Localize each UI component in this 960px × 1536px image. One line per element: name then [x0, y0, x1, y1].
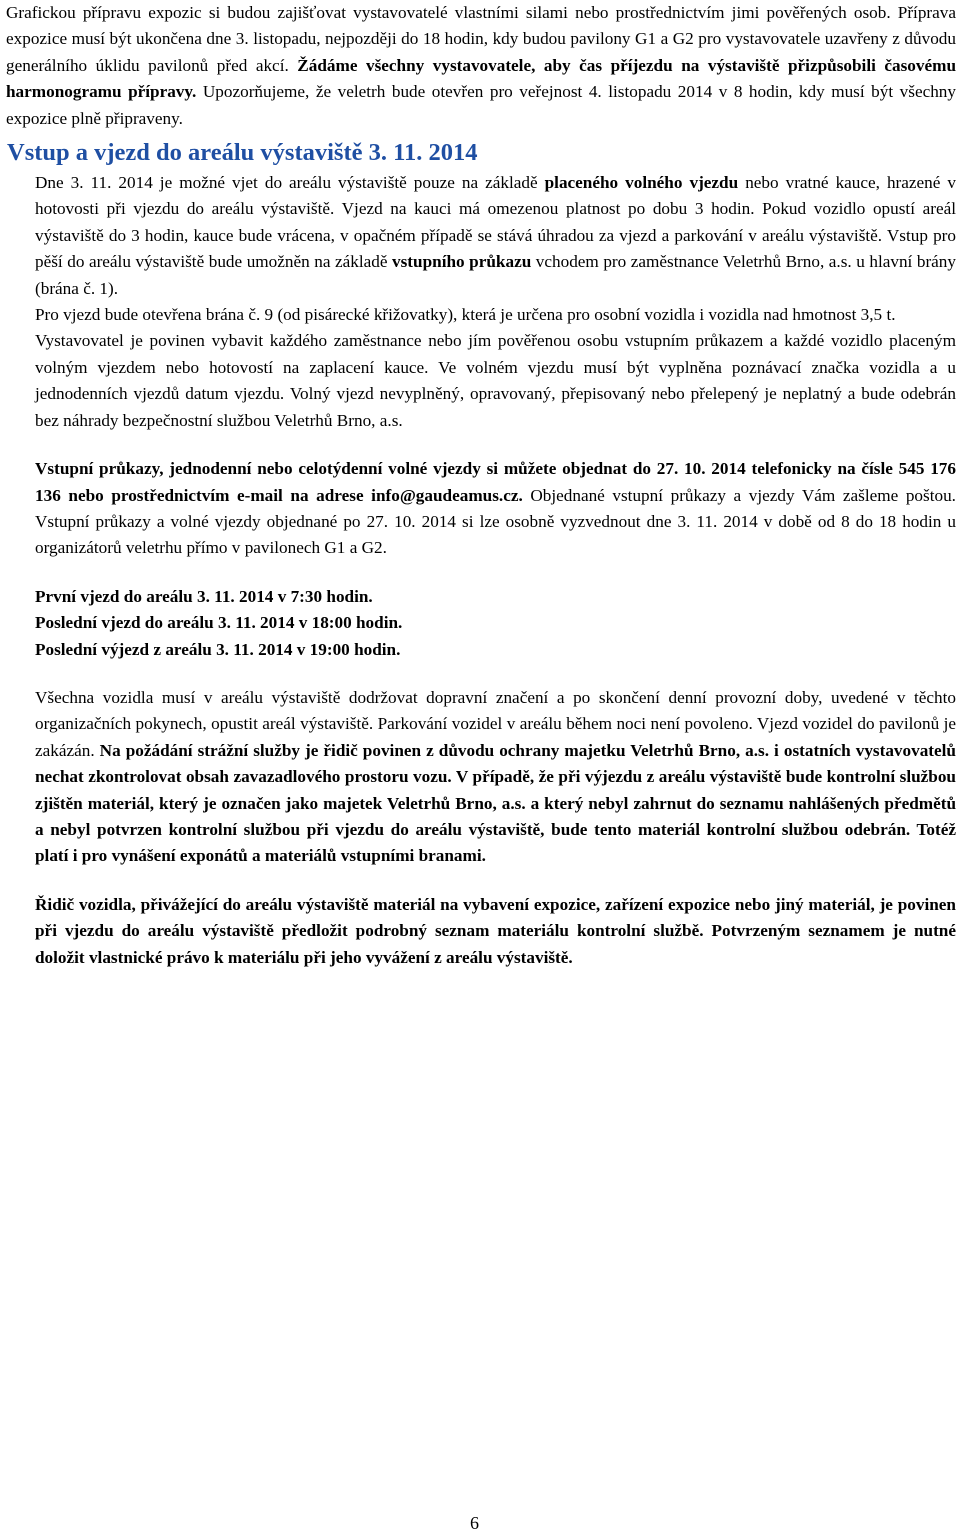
- spacer: [35, 562, 956, 584]
- order-text: Objednané vstupní průkazy a vjezdy Vám zašleme poštou. Vstupní průkazy a volné vjezdy objednané po 27. 10. 2014 si lze osobně vyzvednout dne 3. 11. 2014 v době od 8 do 18 hodin u organizátorů veletrhu přímo v pavilonech G1 a G2.: [35, 485, 956, 558]
- entry-text-3: vchodem pro zaměstnance Veletrhů Brno, a.s. u hlavní brány (brána č. 1).: [35, 252, 956, 298]
- entry-text-1: Dne 3. 11. 2014 je možné vjet do areálu výstaviště pouze na základě: [35, 173, 545, 193]
- entry-bold-2: vstupního průkazu: [392, 252, 532, 272]
- order-paragraph: [35, 456, 956, 562]
- driver-paragraph: Řidič vozidla, přivážející do areálu výstaviště materiál na vybavení expozice, zařízení expozice nebo jiný materiál, je povinen při vjezdu do areálu výstaviště předložit podrobný seznam materiálu kontrolní službě. Potvrzeným seznamem je nutné doložit vlastnické právo k materiálu při jeho vyvážení z areálu výstaviště.: [35, 894, 956, 967]
- gate-paragraph: Pro vjezd bude otevřena brána č. 9 (od pisárecké křižovatky), která je určena pro osobní vozidla i vozidla nad hmotnost 3,5 t.: [35, 305, 896, 325]
- spacer: [35, 663, 956, 685]
- last-exit-time: Poslední výjezd z areálu 3. 11. 2014 v 19:00 hodin.: [35, 639, 401, 659]
- page-number: 6: [470, 1513, 479, 1533]
- entry-paragraph: [35, 170, 956, 302]
- intro-notice: Upozorňujeme, že veletrh bude otevřen pro veřejnost 4. listopadu 2014 v 8 hodin, kdy musí být všechny expozice plně připraveny.: [6, 82, 956, 128]
- intro-text: Grafickou přípravu expozic si budou zajišťovat vystavovatelé vlastními silami nebo prostřednictvím jimi pověřených osob. Příprava expozice musí být ukončena dne 3. listopadu, nejpozději do 18 hodin, kdy budou pavilony G1 a G2 pro vystavovatele uzavřeny z důvodu generálního úklidu pavilonů před akcí.: [6, 3, 956, 75]
- vehicles-paragraph: [35, 685, 956, 870]
- intro-paragraph: [6, 0, 956, 132]
- vehicles-bold: Na požádání strážní služby je řidič povinen z důvodu ochrany majetku Veletrhů Brno, a.s. i ostatních vystavovatelů nechat zkontrolovat obsah zavazadlového prostoru vozu. V případě, že při výjezdu z areálu výstaviště bude kontrolní službou zjištěn materiál, který je označen jako majetek Veletrhů Brno, a.s. a který nebyl zahrnut do seznamu nahlášených předmětů a nebyl potvrzen kontrolní službou při vjezdu do areálu výstaviště, bude tento materiál kontrolní službou odebrán. Totéž platí i pro vynášení exponátů a materiálů vstupními branami.: [35, 740, 956, 866]
- spacer: [35, 434, 956, 456]
- order-bold: Vstupní průkazy, jednodenní nebo celotýdenní volné vjezdy si můžete objednat do 27. 10. 2014 telefonicky na čísle 545 176 136 nebo prostřednictvím e-mail na adrese info@gaudeamus.cz.: [35, 459, 956, 505]
- entry-text-2: nebo vratné kauce, hrazené v hotovosti při vjezdu do areálu výstaviště. Vjezd na kauci má omezenou platnost po dobu 3 hodin. Pokud vozidlo opustí areál výstaviště do 3 hodin, kauce bude vrácena, v opačném případě se stává úhradou za vjezd a parkování v areálu výstaviště. Vstup pro pěší do areálu výstaviště bude umožněn na základě: [35, 173, 956, 272]
- exhibitor-duty-paragraph: Vystavovatel je povinen vybavit každého zaměstnance nebo jím pověřenou osobu vstupním průkazem a každé vozidlo placeným volným vjezdem nebo hotovostí na zaplacení kauce. Ve volném vjezdu musí být vyplněna poznávací značka vozidla a u jednodenních vjezdů datum vjezdu. Volný vjezd nevyplněný, opravovaný, přepisovaný nebo přelepený je neplatný a bude odebrán bez náhrady bezpečnostní službou Veletrhů Brno, a.s.: [35, 331, 956, 430]
- last-entry-time: Poslední vjezd do areálu 3. 11. 2014 v 18:00 hodin.: [35, 613, 403, 633]
- vehicles-text: Všechna vozidla musí v areálu výstaviště dodržovat dopravní značení a po skončení denní provozní doby, uvedené v těchto organizačních pokynech, opustit areál výstaviště. Parkování vozidel v areálu během noci není povoleno. Vjezd vozidel do pavilonů je zakázán.: [35, 687, 956, 760]
- first-entry-time: První vjezd do areálu 3. 11. 2014 v 7:30 hodin.: [35, 586, 373, 606]
- intro-bold-request: Žádáme všechny vystavovatele, aby čas příjezdu na výstaviště přizpůsobili časovému harmonogramu přípravy.: [6, 55, 957, 102]
- document-page: [6, 0, 957, 971]
- section-heading: Vstup a vjezd do areálu výstaviště 3. 11. 2014: [7, 139, 478, 167]
- entry-bold-1: placeného volného vjezdu: [544, 173, 739, 193]
- spacer: [35, 870, 956, 892]
